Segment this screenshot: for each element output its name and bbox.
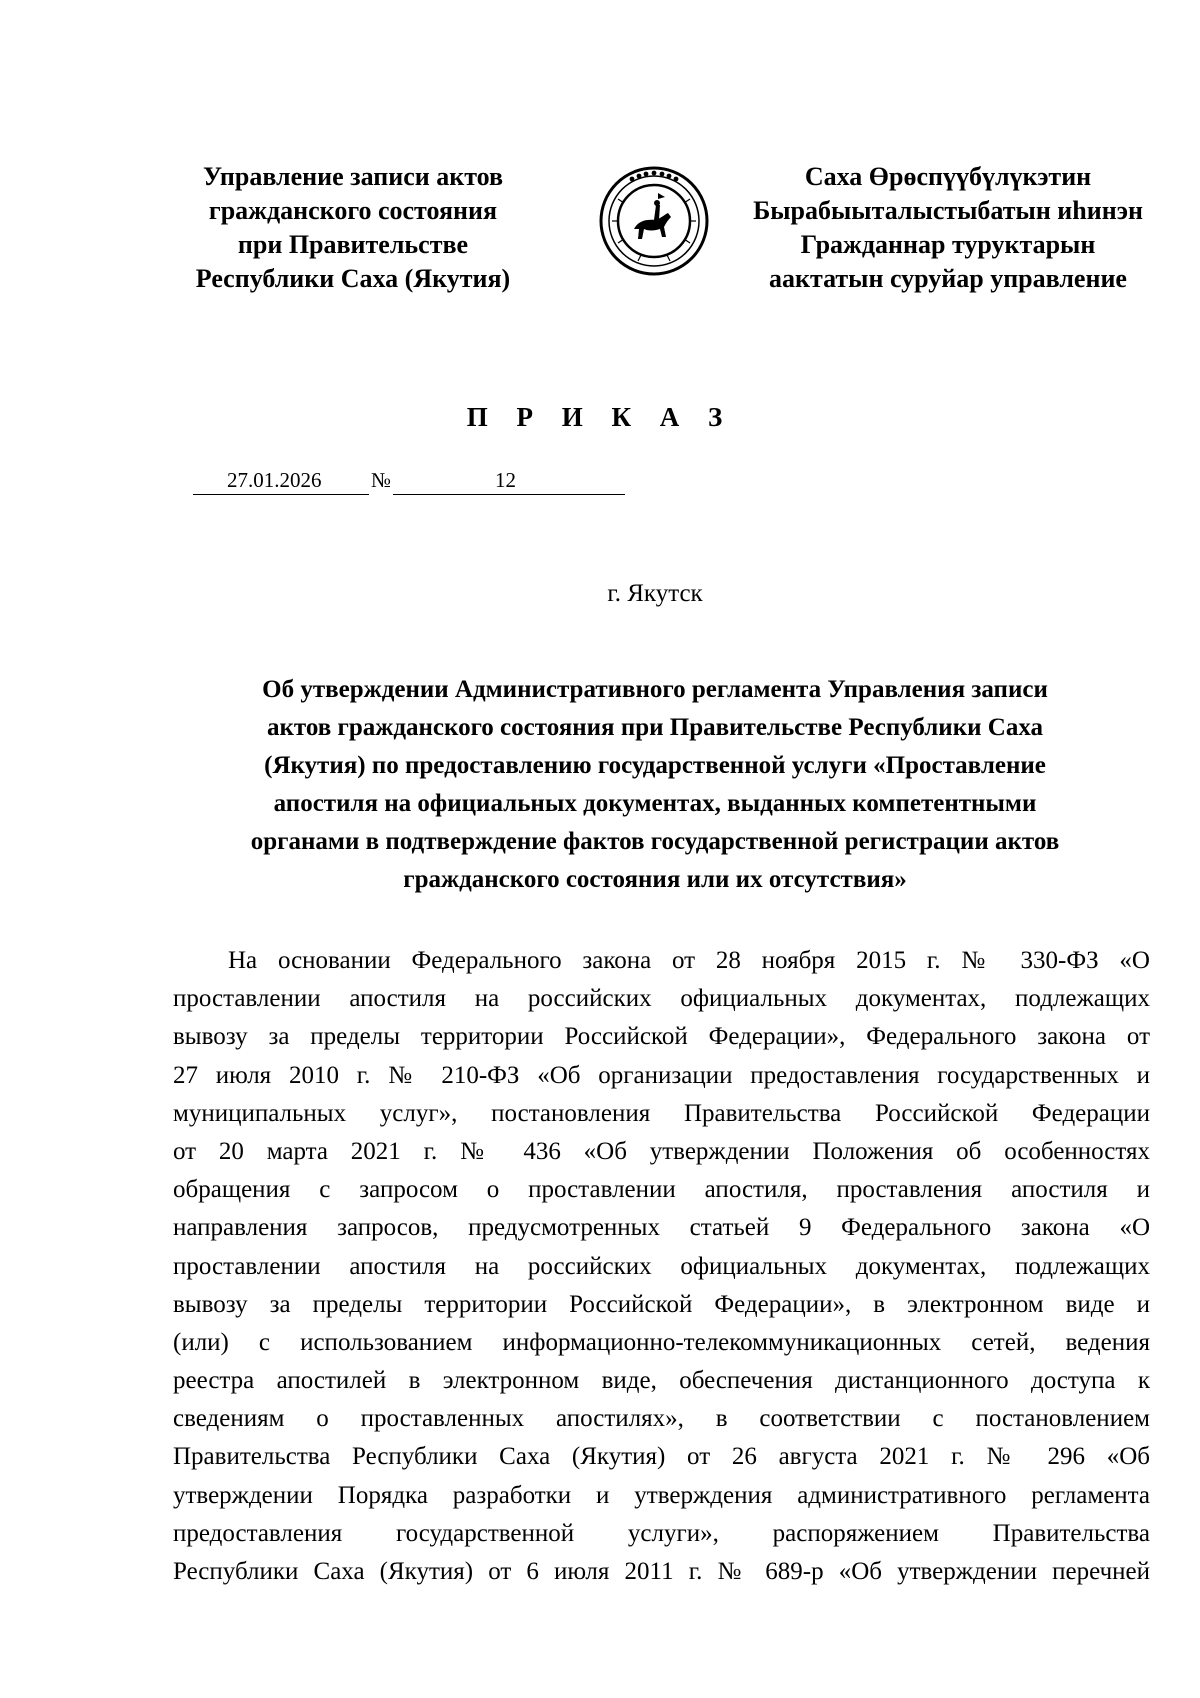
header-left-line: при Правительстве (237, 230, 469, 259)
body-line: вывозу за пределы территории Российской Федерации», в электронном виде и (173, 1290, 1150, 1318)
number-underline (393, 494, 625, 495)
body-line: Республики Саха (Якутия) от 6 июля 2011 г. № 689-р «Об утверждении перечней (173, 1558, 1150, 1585)
title-line: Об утверждении Административного регламента Управления записи (262, 676, 1048, 703)
header-right-line: Гражданнар туруктарын (800, 230, 1096, 259)
header-right-org-name (728, 160, 1168, 296)
order-date-number (193, 468, 623, 500)
body-line: проставлении апостиля на российских официальных документах, подлежащих (173, 1252, 1150, 1280)
title-line: (Якутия) по предоставлению государственной услуги «Проставление (264, 752, 1046, 779)
title-line: апостиля на официальных документах, выданных компетентными (273, 790, 1037, 817)
body-line: На основании Федерального закона от 28 ноября 2015 г. № 330-ФЗ «О (228, 947, 1150, 974)
body-line: утверждении Порядка разработки и утверждения административного регламента (173, 1481, 1150, 1509)
header-left-line: Республики Саха (Якутия) (195, 264, 511, 293)
body-line: обращения с запросом о проставлении апостиля, проставления апостиля и (173, 1176, 1150, 1204)
body-line: направления запросов, предусмотренных статьей 9 Федерального закона «О (173, 1214, 1150, 1242)
body-line: вывозу за пределы территории Российской Федерации», Федерального закона от (173, 1023, 1150, 1051)
document-title (160, 671, 1150, 899)
body-line: 27 июля 2010 г. № 210-ФЗ «Об организации предоставления государственных и (173, 1061, 1150, 1089)
header-left-line: Управление записи актов (202, 162, 504, 191)
order-number: 12 (495, 468, 516, 492)
document-type-heading: П Р И К А З (466, 402, 734, 432)
coat-of-arms-emblem-icon (598, 165, 710, 277)
date-underline (193, 494, 369, 495)
title-line: актов гражданского состояния при Правительстве Республики Саха (266, 714, 1043, 741)
body-line: Правительства Республики Саха (Якутия) от 26 августа 2021 г. № 296 «Об (173, 1443, 1150, 1471)
header-left-line: гражданского состояния (208, 196, 498, 225)
document-body (173, 942, 1150, 1591)
body-line: проставлении апостиля на российских официальных документах, подлежащих (173, 985, 1150, 1013)
title-line: органами в подтверждение фактов государственной регистрации актов (250, 828, 1060, 855)
title-line: гражданского состояния или их отсутствия» (403, 866, 907, 893)
order-date: 27.01.2026 (227, 468, 322, 492)
header-right-line: Саха Өрөспүүбүлүкэтин (804, 162, 1092, 191)
number-sign: № (371, 468, 392, 492)
body-line: предоставления государственной услуги», распоряжением Правительства (173, 1519, 1150, 1547)
header-right-line: Бырабыыталыстыбатын иһинэн (753, 196, 1143, 225)
header-left-org-name (163, 160, 543, 296)
city: г. Якутск (607, 580, 703, 607)
body-line: (или) с использованием информационно-телекоммуникационных сетей, ведения (173, 1328, 1150, 1356)
body-line: муниципальных услуг», постановления Правительства Российской Федерации (173, 1099, 1150, 1127)
body-line: сведениям о проставленных апостилях», в соответствии с постановлением (173, 1405, 1150, 1433)
header-right-line: аактатын суруйар управление (769, 264, 1127, 293)
body-line: реестра апостилей в электронном виде, обеспечения дистанционного доступа к (173, 1367, 1150, 1395)
body-line: от 20 марта 2021 г. № 436 «Об утверждении Положения об особенностях (173, 1137, 1150, 1165)
